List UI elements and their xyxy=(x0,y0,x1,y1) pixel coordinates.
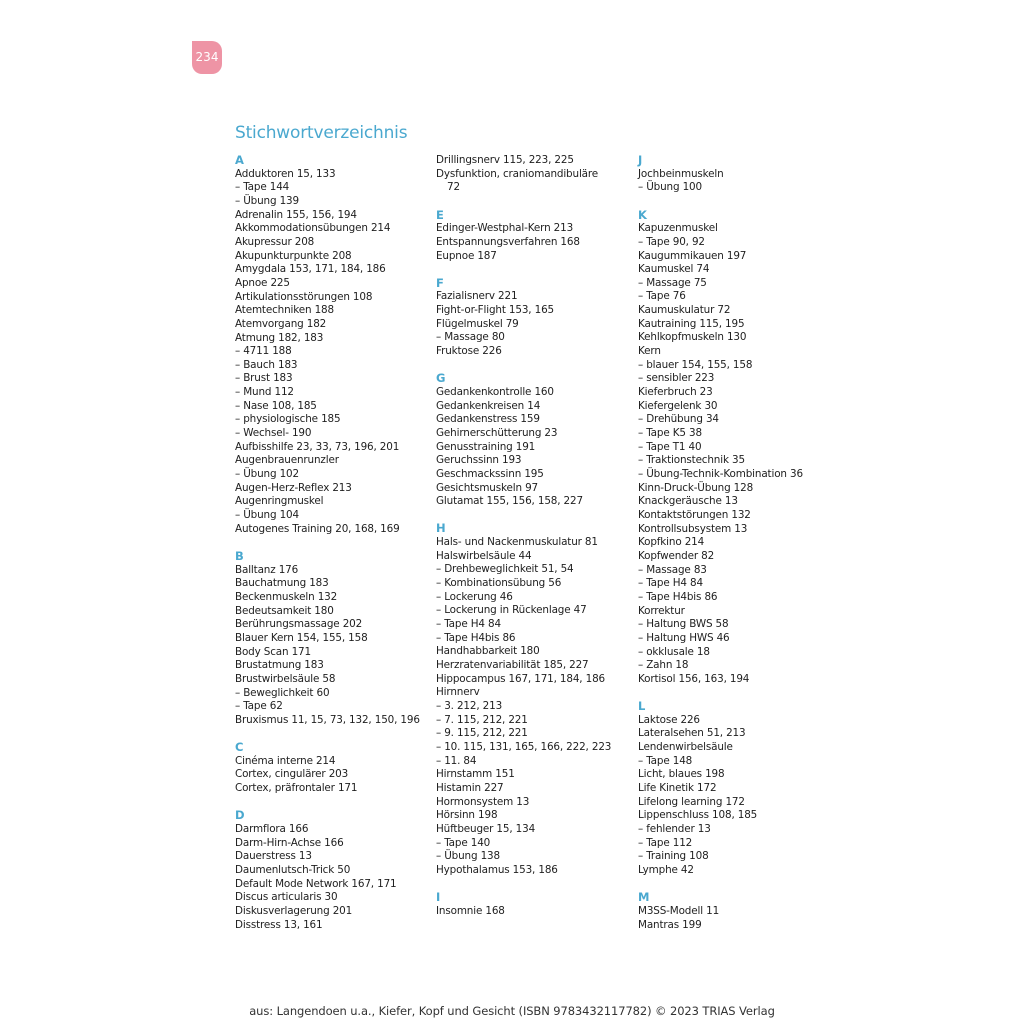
index-entry: Augenringmuskel xyxy=(235,495,324,508)
index-entry: Atemvorgang 182 xyxy=(235,317,327,330)
index-entry: Cortex, präfrontaler 171 xyxy=(235,782,358,795)
index-entry: Jochbeinmuskeln xyxy=(638,167,724,180)
index-entry: – Übung 102 xyxy=(235,468,299,481)
index-section-e xyxy=(436,209,636,264)
section-letter: H xyxy=(436,521,446,536)
index-entry: Kortisol 156, 163, 194 xyxy=(638,672,750,685)
index-entry: – sensibler 223 xyxy=(638,372,715,385)
index-entry: Hirnstamm 151 xyxy=(436,768,515,781)
index-entry: – Tape 90, 92 xyxy=(638,235,705,248)
index-entry: – okklusale 18 xyxy=(638,645,710,658)
index-section-k xyxy=(638,209,838,687)
index-entry: Flügelmuskel 79 xyxy=(436,317,519,330)
index-entry: Fight-or-Flight 153, 165 xyxy=(436,304,554,317)
index-entry: Licht, blaues 198 xyxy=(638,768,725,781)
index-entry: Life Kinetik 172 xyxy=(638,782,717,795)
index-entry: – Tape K5 38 xyxy=(638,427,702,440)
index-entry: – Tape 76 xyxy=(638,290,686,303)
index-entry: – Tape H4bis 86 xyxy=(436,631,516,644)
index-entry: Knackgeräusche 13 xyxy=(638,495,738,508)
index-entry: Hals- und Nackenmuskulatur 81 xyxy=(436,536,598,549)
index-entry: – Brust 183 xyxy=(235,372,293,385)
index-entry: Amygdala 153, 171, 184, 186 xyxy=(235,263,386,276)
index-entry: Adduktoren 15, 133 xyxy=(235,167,336,180)
index-entry: – 7. 115, 212, 221 xyxy=(436,713,528,726)
index-entry: Glutamat 155, 156, 158, 227 xyxy=(436,495,583,508)
index-entry: Mantras 199 xyxy=(638,918,702,931)
index-entry: Atmung 182, 183 xyxy=(235,331,324,344)
index-entry: Bedeutsamkeit 180 xyxy=(235,604,334,617)
index-entry: Akkommodationsübungen 214 xyxy=(235,222,391,235)
index-entry: Augenbrauenrunzler xyxy=(235,454,339,467)
index-entry: Default Mode Network 167, 171 xyxy=(235,877,397,890)
index-entry: – Bauch 183 xyxy=(235,358,298,371)
index-entry: Kontaktstörungen 132 xyxy=(638,508,751,521)
index-section-i xyxy=(436,891,636,918)
index-entry: – Tape 62 xyxy=(235,700,283,713)
index-entry: Hypothalamus 153, 186 xyxy=(436,863,558,876)
index-entry: – Haltung BWS 58 xyxy=(638,618,729,631)
index-entry: – Kombinationsübung 56 xyxy=(436,577,562,590)
index-entry: – Haltung HWS 46 xyxy=(638,631,730,644)
index-entry: – 11. 84 xyxy=(436,754,477,767)
index-entry: Hüftbeuger 15, 134 xyxy=(436,822,536,835)
index-entry: Bruxismus 11, 15, 73, 132, 150, 196 xyxy=(235,713,420,726)
index-section-m xyxy=(638,891,838,932)
index-entry: Gedankenkontrolle 160 xyxy=(436,385,554,398)
index-entry: Blauer Kern 154, 155, 158 xyxy=(235,631,368,644)
index-entry: Lifelong learning 172 xyxy=(638,795,745,808)
index-entry: Brustwirbelsäule 58 xyxy=(235,672,336,685)
index-section-j xyxy=(638,154,838,195)
index-entry: Diskusverlagerung 201 xyxy=(235,904,353,917)
index-entry: – Massage 75 xyxy=(638,276,707,289)
index-column-3 xyxy=(638,154,838,946)
index-entry: Kiefergelenk 30 xyxy=(638,399,718,412)
index-entry: – Übung-Technik-Kombination 36 xyxy=(638,468,803,480)
section-letter: M xyxy=(638,890,650,905)
index-entry: Akupressur 208 xyxy=(235,235,315,248)
index-entry: M3SS-Modell 11 xyxy=(638,904,720,917)
index-section-f xyxy=(436,277,636,359)
index-entry: Discus articularis 30 xyxy=(235,891,338,904)
index-entry: Insomnie 168 xyxy=(436,904,505,917)
index-entry: – Tape H4 84 xyxy=(638,577,703,590)
index-column-2 xyxy=(436,154,636,932)
index-entry: Daumenlutsch-Trick 50 xyxy=(235,863,351,876)
index-entry: – Wechsel- 190 xyxy=(235,427,312,440)
index-section-b xyxy=(235,550,435,728)
index-entry: – Tape 148 xyxy=(638,754,693,767)
index-entry: – Tape 112 xyxy=(638,836,693,849)
section-letter: I xyxy=(436,890,441,905)
copyright-footer: aus: Langendoen u.a., Kiefer, Kopf und Gesicht (ISBN 9783432117782) © 2023 TRIAS Verlag xyxy=(249,1004,775,1018)
index-entry: – Massage 83 xyxy=(638,563,707,576)
index-entry: Hörsinn 198 xyxy=(436,809,498,822)
index-entry: – Übung 138 xyxy=(436,850,500,863)
index-entry: Drillingsnerv 115, 223, 225 xyxy=(436,154,574,166)
index-entry: Lymphe 42 xyxy=(638,863,694,876)
index-entry: Adrenalin 155, 156, 194 xyxy=(235,208,357,221)
index-entry: Kapuzenmuskel xyxy=(638,222,718,235)
page-title: Stichwortverzeichnis xyxy=(235,123,408,143)
index-entry: – Traktionstechnik 35 xyxy=(638,454,745,467)
index-entry: Cinéma interne 214 xyxy=(235,754,336,767)
index-entry: – Tape 144 xyxy=(235,181,290,194)
index-entry: – Drehbeweglichkeit 51, 54 xyxy=(436,563,574,576)
index-entry: Kinn-Druck-Übung 128 xyxy=(638,481,754,494)
index-section-continued xyxy=(436,154,636,195)
index-entry: Kaumuskulatur 72 xyxy=(638,304,731,317)
index-entry: Lateralsehen 51, 213 xyxy=(638,727,746,740)
index-entry: Gedankenkreisen 14 xyxy=(436,399,541,412)
index-entry: Dysfunktion, craniomandibuläre xyxy=(436,167,599,180)
index-entry: Gesichtsmuskeln 97 xyxy=(436,481,538,494)
index-entry: Disstress 13, 161 xyxy=(235,918,323,931)
index-entry: Handhabbarkeit 180 xyxy=(436,645,540,658)
index-entry: Eupnoe 187 xyxy=(436,249,497,262)
index-entry: Hirnnerv xyxy=(436,686,480,699)
section-letter: L xyxy=(638,699,646,714)
section-letter: F xyxy=(436,275,444,290)
index-entry: – 3. 212, 213 xyxy=(436,699,503,712)
section-letter: G xyxy=(436,371,446,386)
index-entry: Lendenwirbelsäule xyxy=(638,741,733,754)
index-entry: Geschmackssinn 195 xyxy=(436,467,544,480)
index-section-h xyxy=(436,522,636,877)
index-entry: – 4711 188 xyxy=(235,345,292,358)
index-entry: Kieferbruch 23 xyxy=(638,386,713,399)
index-entry: – physiologische 185 xyxy=(235,413,341,426)
index-entry: Edinger-Westphal-Kern 213 xyxy=(436,222,574,235)
index-entry: Gehirnerschütterung 23 xyxy=(436,426,558,439)
index-entry: – Tape T1 40 xyxy=(638,440,702,453)
section-letter: D xyxy=(235,808,245,823)
index-entry: Balltanz 176 xyxy=(235,563,299,576)
index-entry: Kaumuskel 74 xyxy=(638,263,710,276)
index-entry: – Tape H4bis 86 xyxy=(638,590,718,603)
index-entry: Korrektur xyxy=(638,604,685,617)
index-entry: Kern xyxy=(638,345,661,358)
index-entry: Dauerstress 13 xyxy=(235,850,312,863)
index-section-l xyxy=(638,700,838,878)
index-entry: – Zahn 18 xyxy=(638,659,689,672)
page-number-badge: 234 xyxy=(192,41,222,74)
index-entry: – Übung 104 xyxy=(235,509,299,522)
index-section-d xyxy=(235,809,435,932)
index-entry: – Nase 108, 185 xyxy=(235,399,317,412)
section-letter: J xyxy=(638,153,643,167)
index-entry: – fehlender 13 xyxy=(638,822,711,835)
section-letter: A xyxy=(235,153,244,167)
index-entry: Aufbisshilfe 23, 33, 73, 196, 201 xyxy=(235,440,400,453)
index-entry: – Massage 80 xyxy=(436,331,505,344)
index-entry: Halswirbelsäule 44 xyxy=(436,549,532,562)
index-entry: – Mund 112 xyxy=(235,386,294,399)
index-entry: – 9. 115, 212, 221 xyxy=(436,727,528,740)
index-entry: Darm-Hirn-Achse 166 xyxy=(235,836,344,849)
index-entry: Genusstraining 191 xyxy=(436,440,536,453)
index-entry: Bauchatmung 183 xyxy=(235,577,329,590)
index-entry: Hormonsystem 13 xyxy=(436,795,530,808)
index-entry: Entspannungsverfahren 168 xyxy=(436,235,580,248)
index-entry: Kaugummikauen 197 xyxy=(638,249,747,262)
section-letter: K xyxy=(638,207,647,222)
index-entry: – Training 108 xyxy=(638,850,709,863)
index-entry: – Tape H4 84 xyxy=(436,618,501,630)
index-entry: Fazialisnerv 221 xyxy=(436,290,518,303)
index-entry: Lippenschluss 108, 185 xyxy=(638,809,758,822)
index-section-c xyxy=(235,741,435,796)
index-entry: Fruktose 226 xyxy=(436,345,502,358)
index-entry: Kehlkopfmuskeln 130 xyxy=(638,331,747,344)
section-letter: B xyxy=(235,548,244,563)
index-entry: Gedankenstress 159 xyxy=(436,413,540,426)
index-entry: – Lockerung in Rückenlage 47 xyxy=(436,604,587,617)
index-entry: Body Scan 171 xyxy=(235,645,311,658)
index-entry: Augen-Herz-Reflex 213 xyxy=(235,481,352,494)
index-entry: Kautraining 115, 195 xyxy=(638,317,745,330)
index-entry: Cortex, cingulärer 203 xyxy=(235,768,349,781)
index-section-g xyxy=(436,372,636,509)
index-entry: – Lockerung 46 xyxy=(436,590,513,603)
index-entry: Beckenmuskeln 132 xyxy=(235,590,338,603)
index-entry: Darmflora 166 xyxy=(235,822,309,835)
index-entry: – Beweglichkeit 60 xyxy=(235,686,330,699)
index-entry: Akupunkturpunkte 208 xyxy=(235,249,352,262)
index-entry: Laktose 226 xyxy=(638,713,700,726)
index-entry: Herzratenvariabilität 185, 227 xyxy=(436,658,589,671)
index-entry: Brustatmung 183 xyxy=(235,659,324,672)
section-letter: C xyxy=(235,740,244,755)
index-entry: Kopfwender 82 xyxy=(638,549,715,562)
index-entry: – Übung 139 xyxy=(235,194,299,207)
index-entry: – blauer 154, 155, 158 xyxy=(638,358,753,371)
section-letter: E xyxy=(436,207,444,222)
index-entry: Autogenes Training 20, 168, 169 xyxy=(235,522,400,535)
index-entry: 72 xyxy=(447,181,460,194)
index-entry: Kopfkino 214 xyxy=(638,536,705,549)
index-column-1 xyxy=(235,154,435,946)
index-entry: Geruchssinn 193 xyxy=(436,454,522,467)
index-entry: Berührungsmassage 202 xyxy=(235,618,363,631)
index-entry: Artikulationsstörungen 108 xyxy=(235,290,373,303)
index-entry: – 10. 115, 131, 165, 166, 222, 223 xyxy=(436,740,612,753)
index-entry: Histamin 227 xyxy=(436,781,504,794)
index-entry: – Drehübung 34 xyxy=(638,413,719,426)
index-section-a xyxy=(235,154,435,536)
index-entry: – Übung 100 xyxy=(638,181,702,194)
index-entry: Kontrollsubsystem 13 xyxy=(638,522,748,535)
index-entry: – Tape 140 xyxy=(436,836,491,849)
index-entry: Atemtechniken 188 xyxy=(235,304,334,317)
index-entry: Hippocampus 167, 171, 184, 186 xyxy=(436,672,605,685)
index-entry: Apnoe 225 xyxy=(235,276,290,289)
